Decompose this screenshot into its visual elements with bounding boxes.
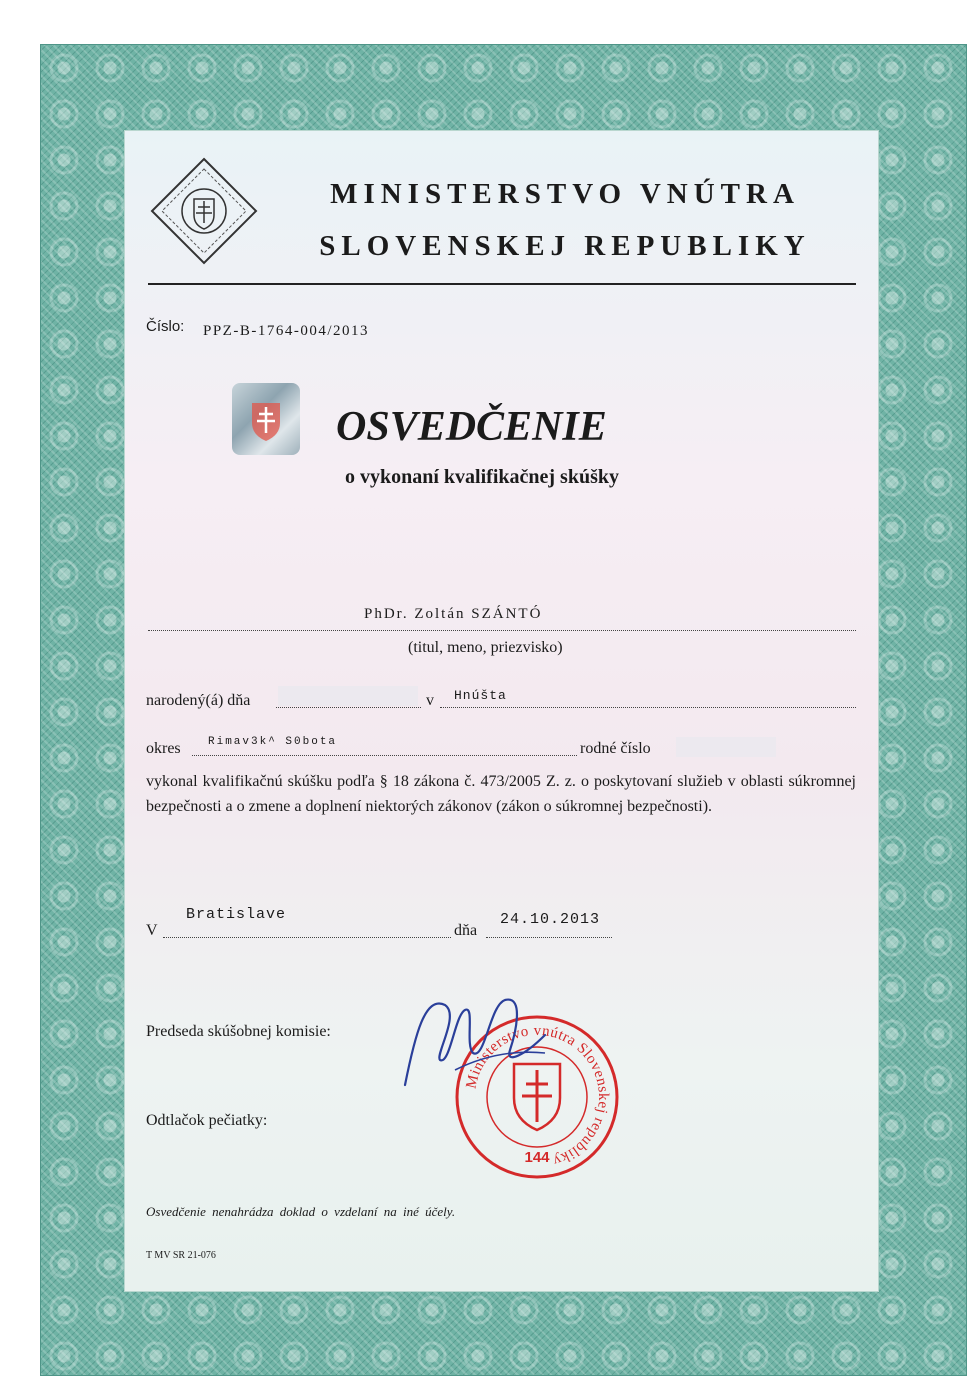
district-line (192, 755, 577, 756)
birth-place: Hnúšta (454, 688, 507, 703)
header-rule (148, 283, 856, 285)
holder-name-line (148, 630, 856, 631)
redacted-id-number (676, 737, 776, 757)
number-value: PPZ-B-1764-004/2013 (203, 323, 370, 339)
redacted-birth-date (278, 686, 418, 706)
ministry-emblem-icon (148, 155, 260, 267)
issued-date-prefix: dňa (454, 922, 478, 939)
certificate-title: OSVEDČENIE (336, 404, 607, 450)
issued-place: Bratislave (186, 906, 287, 923)
stamp-text: Ministerstvo vnútra Slovenskej republiky (463, 1022, 612, 1169)
birth-place-line (440, 707, 856, 708)
certificate-subtitle: o vykonaní kvalifikačnej skúšky (345, 466, 619, 488)
stamp-number: 144 (524, 1149, 550, 1166)
signature (395, 975, 595, 1095)
district-label: okres (146, 740, 181, 757)
issued-date: 24.10.2013 (500, 911, 601, 928)
chairman-label: Predseda skúšobnej komisie: (146, 1023, 331, 1040)
birth-place-prefix: v (426, 692, 434, 709)
number-label: Číslo: (146, 318, 185, 335)
id-number-label: rodné číslo (580, 740, 651, 757)
holder-name: PhDr. Zoltán SZÁNTÓ (364, 606, 543, 622)
birth-date-label: narodený(á) dňa (146, 692, 251, 709)
ministry-line-2: SLOVENSKEJ REPUBLIKY (319, 230, 811, 262)
issued-place-line (163, 937, 451, 938)
district-value: Rimav3k^ S0bota (208, 736, 338, 748)
ministry-name (280, 168, 850, 272)
disclaimer-note: Osvedčenie nenahrádza doklad o vzdelaní na iné účely. (146, 1204, 456, 1219)
issued-date-line (486, 937, 612, 938)
form-code: T MV SR 21-076 (146, 1250, 216, 1261)
hologram-seal-icon (232, 383, 300, 455)
stamp-label: Odtlačok pečiatky: (146, 1112, 268, 1129)
ministry-line-1: MINISTERSTVO VNÚTRA (330, 178, 800, 210)
birth-date-line (276, 707, 421, 708)
holder-caption: (titul, meno, priezvisko) (408, 639, 563, 656)
issued-place-prefix: V (146, 922, 158, 939)
certificate-paragraph: vykonal kvalifikačnú skúšku podľa § 18 zákona č. 473/2005 Z. z. o poskytovaní služieb v oblasti súkromnej bezpečnosti a o zmene a doplnení niektorých zákonov (zákon o súkromnej bezpečnosti). (146, 773, 856, 815)
